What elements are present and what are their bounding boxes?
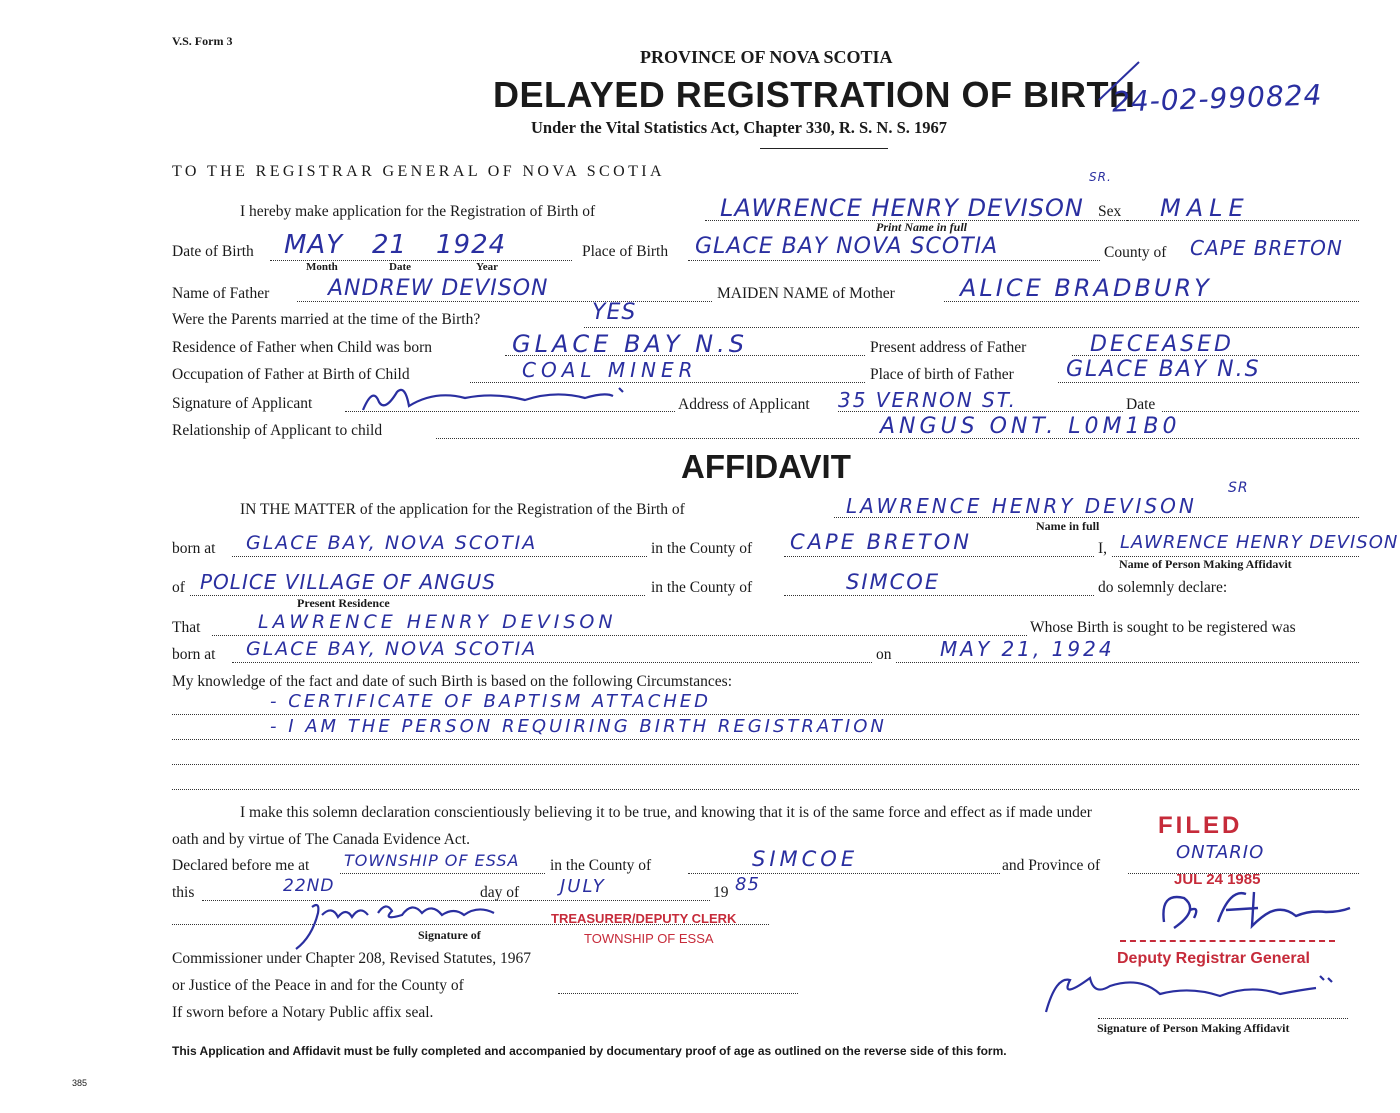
deputy-registrar-stamp: Deputy Registrar General [1117,950,1310,967]
in-county-label: in the County of [651,540,753,557]
filed-stamp: FILED [1158,812,1243,839]
signature-of-caption: Signature of [418,928,481,942]
intro-label: I hereby make application for the Registration of Birth of [240,203,596,220]
this-label: this [172,884,195,901]
present-address-label: Present address of Father [870,339,1027,356]
stamp-divider [1120,940,1335,942]
day-value: 22ND [283,876,335,896]
father-label: Name of Father [172,285,270,302]
father-name: ANDREW DEVISON [328,276,549,301]
affiant-signature-caption: Signature of Person Making Affidavit [1097,1021,1290,1035]
circumstance-item: - CERTIFICATE OF BAPTISM ATTACHED [270,691,712,712]
father-birthplace: GLACE BAY N.S [1066,357,1261,382]
residence-county-value: SIMCOE [846,570,941,594]
commissioner-line: Commissioner under Chapter 208, Revised Statutes, 1967 [172,950,532,967]
born-at-value: GLACE BAY, NOVA SCOTIA [246,532,538,554]
sex-label: Sex [1098,203,1122,220]
month-value: JULY [560,876,606,897]
date-label: Date [1126,396,1156,413]
name-suffix: SR. [1089,170,1112,184]
affidavit-heading: AFFIDAVIT [681,448,851,485]
dob-month: MAY [284,230,344,260]
father-occupation: COAL MINER [522,358,698,382]
whose-birth-label: Whose Birth is sought to be registered was [1030,619,1296,636]
born-on-value: MAY 21, 1924 [940,637,1115,661]
declared-at: TOWNSHIP OF ESSA [344,851,520,870]
residence-value: POLICE VILLAGE OF ANGUS [200,570,496,594]
relationship-label: Relationship of Applicant to child [172,422,383,439]
day-label: day of [480,884,520,901]
county-label: County of [1104,244,1167,261]
declaration-line2: oath and by virtue of The Canada Evidence Act. [172,831,470,848]
form-code: 385 [72,1078,88,1088]
place-of-birth: GLACE BAY NOVA SCOTIA [695,234,999,259]
print-name-caption: Print Name in full [876,220,968,234]
date-caption: Date [389,261,411,273]
occupation-label: Occupation of Father at Birth of Child [172,366,410,383]
residence-caption: Present Residence [297,596,390,610]
name-in-full-caption: Name in full [1036,519,1100,533]
address-label: Address of Applicant [678,396,810,413]
year-value: 85 [735,874,760,895]
born-at-label: born at [172,540,216,557]
married-value: YES [592,300,637,325]
matter-suffix: SR [1228,480,1249,496]
father-present-address: DECEASED [1090,332,1234,357]
place-label: Place of Birth [582,243,669,260]
year-caption: Year [476,261,498,273]
form-number: V.S. Form 3 [172,34,233,48]
that-name: LAWRENCE HENRY DEVISON [258,611,617,633]
notary-line: If sworn before a Notary Public affix seal. [172,1004,434,1021]
married-label: Were the Parents married at the time of the Birth? [172,311,481,328]
declared-county: SIMCOE [752,847,859,871]
born-at2-label: born at [172,646,216,663]
mother-maiden-name: ALICE BRADBURY [960,274,1212,302]
declared-label: Declared before me at [172,857,310,874]
of-label: of [172,579,185,596]
father-residence: GLACE BAY N.S [512,330,748,358]
affiant-caption: Name of Person Making Affidavit [1119,557,1292,571]
dob-date: 21 [372,230,408,260]
form-title: DELAYED REGISTRATION OF BIRTH [493,74,1136,115]
signature-label: Signature of Applicant [172,395,313,412]
registrar-address: TO THE REGISTRAR GENERAL OF NOVA SCOTIA [172,163,665,180]
form-subtitle: Under the Vital Statistics Act, Chapter 330, R. S. N. S. 1967 [531,118,948,137]
affiant-name: LAWRENCE HENRY DEVISON [1120,532,1399,553]
knowledge-label: My knowledge of the fact and date of such Birth is based on the following Circumstances: [172,673,733,690]
province-label: and Province of [1002,857,1101,874]
declared-county-label: in the County of [550,857,652,874]
residence-county-label: in the County of [651,579,753,596]
residence-label: Residence of Father when Child was born [172,339,432,356]
county-value: CAPE BRETON [1190,236,1343,260]
declaration-line1: I make this solemn declaration conscientiously believing it to be true, and knowing that it is of the same force and effect as if made under [240,804,1092,821]
dob-year: 1924 [436,230,507,260]
circumstance-item: - I AM THE PERSON REQUIRING BIRTH REGISTRATION [270,716,887,737]
that-label: That [172,619,201,636]
matter-label: IN THE MATTER of the application for the Registration of the Birth of [240,501,685,518]
matter-name: LAWRENCE HENRY DEVISON [846,494,1197,518]
declare-label: do solemnly declare: [1098,579,1228,596]
affiant-signature [1030,966,1350,1018]
treasurer-stamp: TREASURER/DEPUTY CLERK [551,911,737,926]
born-at2-value: GLACE BAY, NOVA SCOTIA [246,638,538,660]
father-birthplace-label: Place of birth of Father [870,366,1014,383]
township-stamp: TOWNSHIP OF ESSA [584,931,714,946]
born-county-value: CAPE BRETON [790,530,972,554]
filed-date-stamp: JUL 24 1985 [1174,871,1261,888]
on-label: on [876,646,892,663]
month-caption: Month [306,261,338,273]
footer-note: This Application and Affidavit must be fully completed and accompanied by documentary proof of age as outlined on the reverse side of this form. [172,1044,1007,1058]
dob-label: Date of Birth [172,243,254,260]
year-prefix: 19 [713,884,729,901]
mother-label: MAIDEN NAME of Mother [717,285,895,302]
commissioner-signature [282,893,512,953]
i-label: I, [1098,540,1108,557]
child-full-name: LAWRENCE HENRY DEVISON [720,194,1084,222]
justice-line: or Justice of the Peace in and for the County of [172,977,464,994]
applicant-address-line2: ANGUS ONT. L0M1B0 [880,414,1181,439]
applicant-address-line1: 35 VERNON ST. [838,388,1017,412]
applicant-signature [345,382,665,418]
file-number: 24-02-990824 [1111,78,1323,119]
title-underline [760,148,888,149]
registrar-signature [1150,882,1360,938]
sex-value: MALE [1160,194,1250,222]
declared-province: ONTARIO [1176,842,1265,863]
province-heading: PROVINCE OF NOVA SCOTIA [640,47,893,67]
check-mark-icon [1095,58,1145,108]
